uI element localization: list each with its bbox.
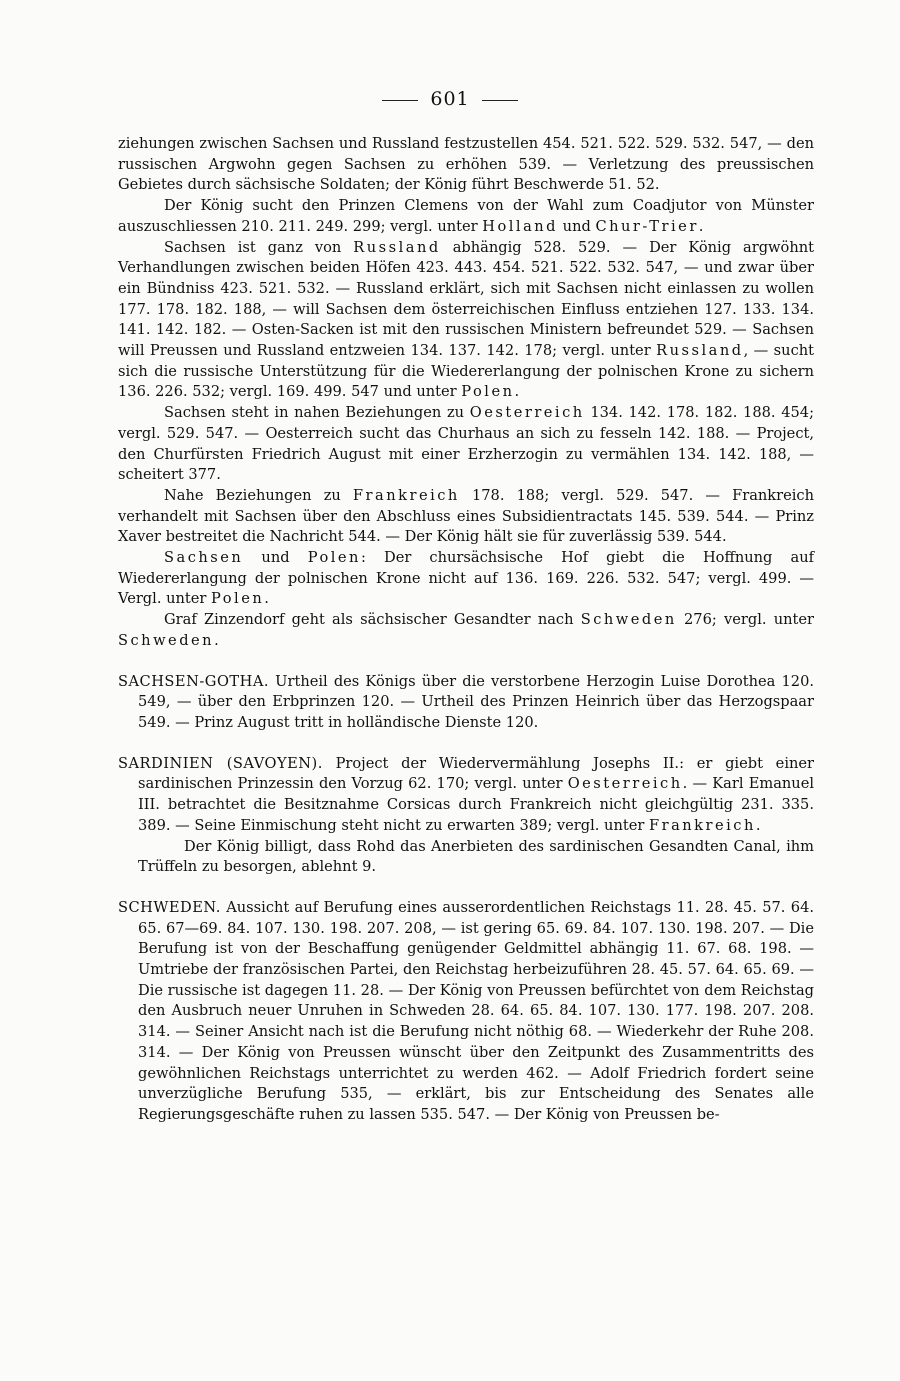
- schweden-section: [118, 898, 814, 1126]
- spaced-reference: Russland: [656, 342, 744, 360]
- text-run: und: [558, 217, 596, 235]
- paragraph: [118, 196, 814, 237]
- spaced-reference: Russland: [353, 238, 441, 256]
- paragraph: [118, 837, 814, 878]
- entry-heading: SACHSEN-GOTHA.: [118, 672, 270, 690]
- sachsen-continued-section: [118, 134, 814, 652]
- spaced-reference: Frankreich: [648, 816, 756, 834]
- text-run: Urtheil des Königs über die verstorbene Herzogin Luise Dorothea 120. 549, — über den Erbprinzen 120. — Urtheil des Prinzen Heinrich über das Herzogspaar 549. — Prinz August tritt in holländische Dienste 120.: [138, 672, 814, 731]
- text-run: Sachsen steht in nahen Beziehungen zu: [164, 404, 470, 422]
- text-run: Der König sucht den Prinzen Clemens von der Wahl zum Coadjutor von Münster auszuschliessen 210. 211. 249. 299; vergl. unter: [118, 197, 814, 235]
- text-run: .: [698, 217, 704, 235]
- text-run: 276; vergl. unter: [676, 611, 814, 629]
- spaced-reference: Chur-Trier: [595, 217, 699, 235]
- text-run: .: [264, 590, 269, 608]
- paragraph: [118, 134, 814, 196]
- text-run: . — Karl Emanuel III. betrachtet die Besitznahme Corsicas durch Frankreich nicht gleichgültig 231. 335. 389. — Seine Einmischung steht nicht zu erwarten 389; vergl. unter: [138, 775, 814, 834]
- spaced-reference: Polen: [307, 549, 361, 567]
- page-number: 601: [430, 88, 470, 110]
- spaced-reference: Sachsen: [164, 549, 244, 567]
- spaced-reference: Oesterreich: [469, 404, 585, 422]
- paragraph: [118, 486, 814, 548]
- text-run: .: [755, 816, 761, 834]
- header-rule-right: [482, 100, 518, 101]
- text-run: .: [214, 631, 219, 649]
- sachsen-gotha-section: [118, 672, 814, 734]
- sardinien-section: [118, 754, 814, 878]
- text-run: , — sucht sich die russische Unterstützung für die Wiedererlangung der polnischen Krone zu sichern 136. 226. 532; vergl. 169. 499. 547 und unter: [118, 342, 815, 401]
- spaced-reference: Polen: [211, 590, 265, 608]
- entry-paragraph: [118, 754, 814, 837]
- text-run: 178. 188; vergl. 529. 547. — Frankreich verhandelt mit Sachsen über den Abschluss eines Subsidientractats 145. 539. 544. — Prinz Xaver bestreitet die Nachricht 544. — Der König hält sie für zuverlässig 539. 544.: [118, 486, 814, 546]
- spaced-reference: Holland: [482, 217, 559, 235]
- paragraph: [118, 403, 814, 486]
- entry-heading: SARDINIEN (SAVOYEN).: [118, 754, 323, 772]
- spaced-reference: Polen: [461, 383, 515, 401]
- text-run: Graf Zinzendorf geht als sächsischer Gesandter nach: [164, 611, 581, 629]
- paragraph: [118, 238, 814, 404]
- paragraph: [118, 548, 814, 610]
- text-run: Project der Wiedervermählung Josephs II.: er giebt einer sardinischen Prinzessin den Vorzug 62. 170; vergl. unter: [138, 754, 815, 793]
- text-run: Der König billigt, dass Rohd das Anerbieten des sardinischen Gesandten Canal, ihm Trüffeln zu besorgen, ablehnt 9.: [138, 837, 814, 876]
- spaced-reference: Schweden: [580, 611, 677, 629]
- text-run: Sachsen ist ganz von: [164, 238, 354, 256]
- entry-heading: SCHWEDEN.: [118, 898, 221, 916]
- spaced-reference: Oesterreich: [567, 775, 683, 793]
- entry-paragraph: [118, 672, 814, 734]
- index-text: [118, 134, 814, 1126]
- text-run: Nahe Beziehungen zu: [164, 486, 353, 504]
- text-run: ziehungen zwischen Sachsen und Russland festzustellen 454. 521. 522. 529. 532. 547, — den russischen Argwohn gegen Sachsen zu erhöhen 539. — Verletzung des preussischen Gebietes durch sächsische Soldaten; der König führt Beschwerde 51. 52.: [118, 135, 814, 194]
- text-run: .: [514, 383, 520, 401]
- text-run: Aussicht auf Berufung eines ausserordentlichen Reichstags 11. 28. 45. 57. 64. 65. 67—69. 84. 107. 130. 198. 207. 208, — ist gering 65. 69. 84. 107. 130. 198. 207. — Die Berufung ist von der Beschaffung genügender Geldmittel abhängig 11. 67. 68. 198. — Umtriebe der französischen Partei, den Reichstag herbeizuführen 28. 45. 57. 64. 65. 69. — Die russische ist dagegen 11. 28. — Der König von Preussen befürchtet von dem Reichstag den Ausbruch neuer Unruhen in Schweden 28. 64. 65. 84. 107. 130. 177. 198. 207. 208. 314. — Seiner Ansicht nach ist die Berufung nicht nöthig 68. — Wiederkehr der Ruhe 208. 314. — Der König von Preussen wünscht über den Zeitpunkt des Zusammentritts des gewöhnlichen Reichstags unterrichtet zu werden 462. — Adolf Friedrich fordert seine unverzügliche Berufung 535, — erklärt, bis zur Entscheidung des Senates alle Regierungsgeschäfte ruhen zu lassen 535. 547. — Der König von Preussen be-: [138, 898, 814, 1123]
- text-run: : Der chursächsische Hof giebt die Hoffnung auf Wiedererlangung der polnischen Krone nicht auf 136. 169. 226. 532. 547; vergl. 499. — Vergl. unter: [118, 549, 815, 608]
- text-run: 134. 142. 178. 182. 188. 454; vergl. 529. 547. — Oesterreich sucht das Churhaus an sich zu fesseln 142. 188. — Project, den Churfürsten Friedrich August mit einer Erzherzogin zu vermählen 134. 142. 188, — scheitert 377.: [118, 404, 814, 484]
- spaced-reference: Schweden: [118, 631, 215, 649]
- text-run: und: [243, 549, 308, 567]
- entry-paragraph: [118, 898, 814, 1126]
- paragraph: [118, 610, 814, 651]
- page-header: [0, 88, 900, 110]
- text-run: abhängig 528. 529. — Der König argwöhnt Verhandlungen zwischen beiden Höfen 423. 443. 454. 521. 522. 532. 547, — und zwar über ein Bündniss 423. 521. 532. — Russland erklärt, sich mit Sachsen nicht einlassen zu wollen 177. 178. 182. 188, — will Sachsen dem österreichischen Einfluss entziehen 127. 133. 134. 141. 142. 182. — Osten-Sacken ist mit den russischen Ministern befreundet 529. — Sachsen will Preussen und Russland entzweien 134. 137. 142. 178; vergl. unter: [118, 238, 814, 360]
- spaced-reference: Frankreich: [352, 486, 460, 504]
- header-rule-left: [382, 100, 418, 101]
